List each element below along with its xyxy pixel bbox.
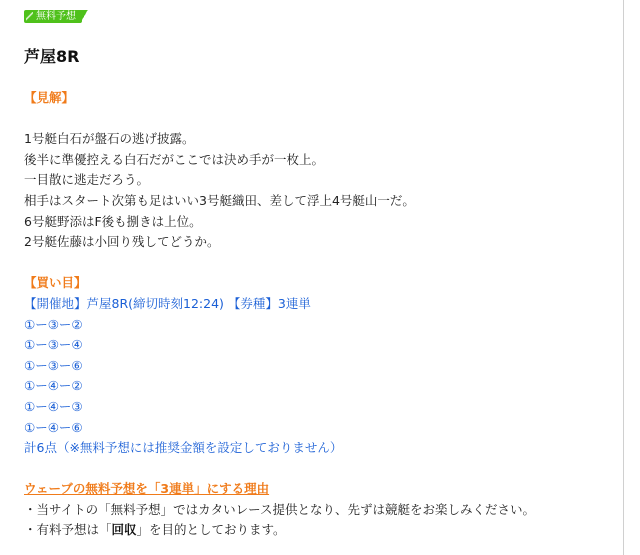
bet-combo: ①ー④ー② [24, 378, 83, 394]
analysis-line: 1号艇白石が盤石の逃げ披露。 [24, 131, 195, 147]
reason-line-prefix: ・有料予想は「 [24, 522, 112, 538]
bets-heading: 【買い目】 [24, 275, 87, 291]
analysis-line: 相手はスタート次第も足はいい3号艇織田、差して浮上4号艇山一だ。 [24, 192, 415, 208]
spacer [24, 109, 614, 130]
reason-title: ウェーブの無料予想を「3連単」にする理由 [24, 481, 270, 497]
analysis-line: 6号艇野添はF後も捌きは上位。 [24, 213, 202, 229]
free-prediction-badge: 無料予想 [24, 10, 82, 23]
reason-line [24, 520, 614, 541]
reason-line-suffix: 」を目的としております。 [136, 522, 286, 538]
venue-line: 【開催地】芦屋8R(締切時刻12:24) 【券種】3連単 [24, 295, 311, 311]
analysis-line: 一目散に逃走だろう。 [24, 172, 150, 188]
reason-line: ・当サイトの「無料予想」ではカタいレース提供となり、先ずは競艇をお楽しみください。 [24, 501, 536, 517]
bet-combo: ①ー③ー② [24, 316, 83, 332]
bet-combo: ①ー④ー③ [24, 398, 83, 414]
bet-total: 計6点（※無料予想には推奨金額を設定しておりません） [24, 440, 343, 456]
bet-combo: ①ー③ー⑥ [24, 357, 83, 373]
spacer [24, 253, 614, 274]
bet-combo: ①ー③ー④ [24, 337, 83, 353]
analysis-line: 後半に準優控える白石だがここでは決め手が一枚上。 [24, 151, 325, 167]
bet-combo: ①ー④ー⑥ [24, 419, 83, 435]
article-body [24, 88, 614, 541]
analysis-heading: 【見解】 [24, 90, 75, 105]
race-title: 芦屋8R [24, 47, 80, 66]
spacer [24, 459, 614, 480]
reason-line-bold: 回収 [111, 522, 137, 538]
analysis-line: 2号艇佐藤は小回り残してどうか。 [24, 234, 220, 250]
